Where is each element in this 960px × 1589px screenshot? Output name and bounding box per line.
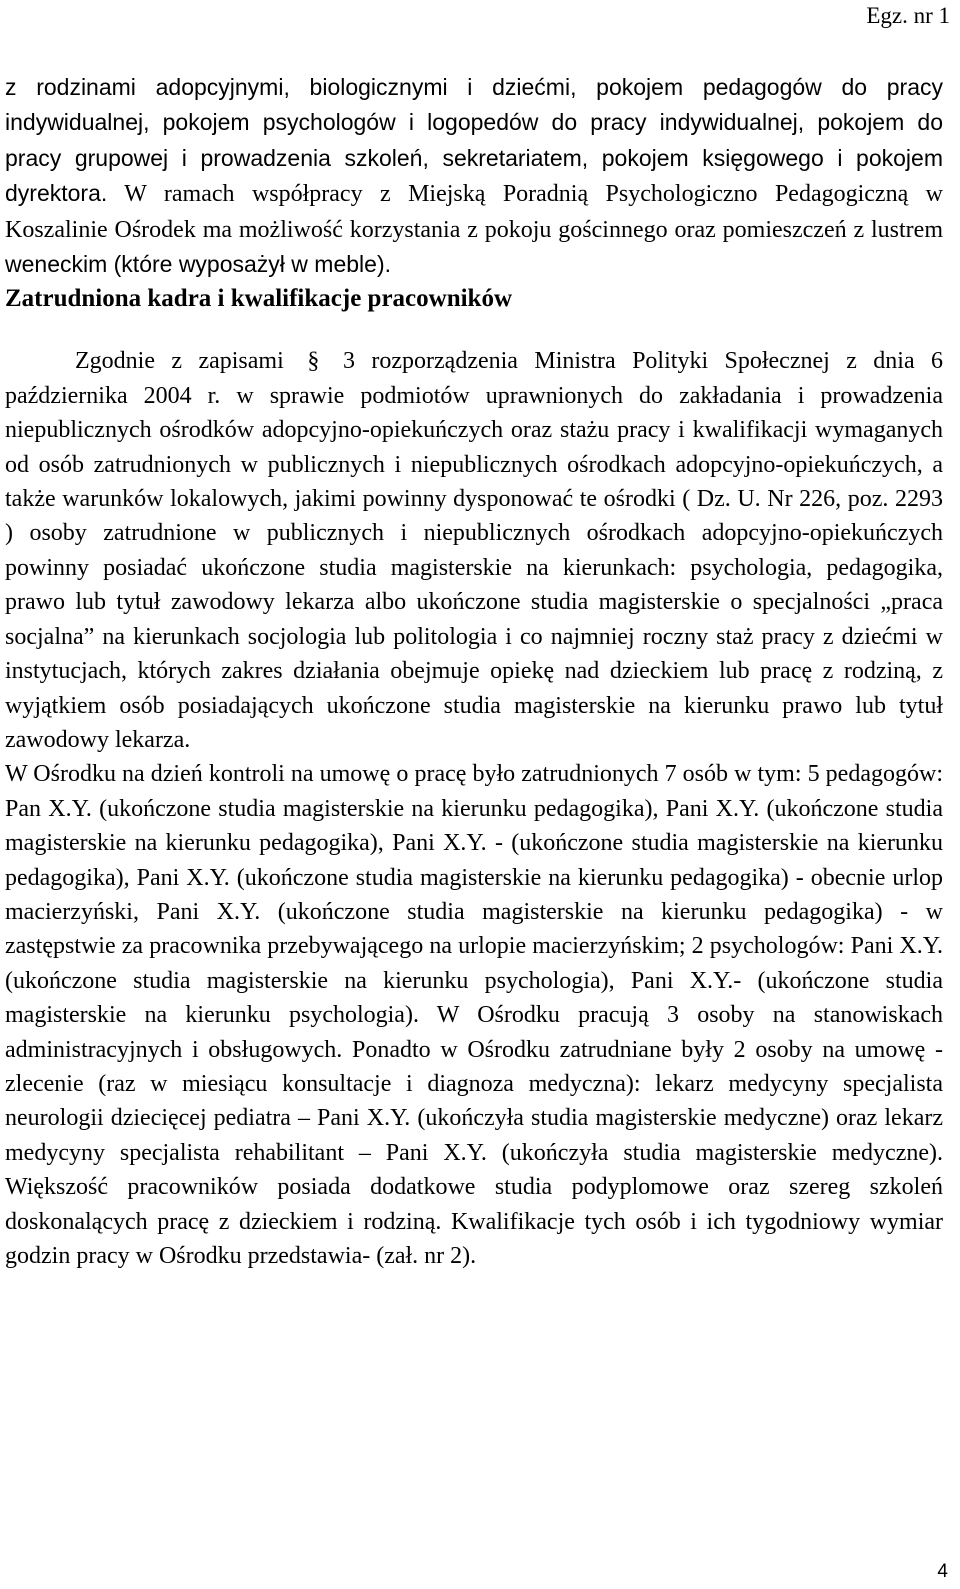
copy-number-label: Egz. nr 1	[866, 3, 950, 28]
regulation-intro: Zgodnie z zapisami	[75, 348, 284, 375]
paragraph-staff: W Ośrodku na dzień kontroli na umowę o pracę było zatrudnionych 7 osób w tym: 5 pedagogów: Pan X.Y. (ukończone studia magisterskie na kierunku pedagogika), Pani X.Y. (ukończone studia magisterskie na kierunku pedagogika), Pani X.Y. - (ukończone studia magisterskie na kierunku pedagogika), Pani X.Y. (ukończone studia magisterskie na kierunku pedagogika) - obecnie urlop macierzyński, Pani X.Y. (ukończone studia magisterskie na kierunku pedagogika) - w zastępstwie za pracownika przebywającego na urlopie macierzyńskim; 2 psychologów: Pani X.Y. (ukończone studia magisterskie na kierunku psychologia), Pani X.Y.- (ukończone studia magisterskie na kierunku psychologia). W Ośrodku pracują 3 osoby na stanowiskach administracyjnych i obsługowych. Ponadto w Ośrodku zatrudniane były 2 osoby na umowę - zlecenie (raz w miesiącu konsultacje i diagnoza medyczna): lekarz medycyny specjalista neurologii dziecięcej pediatra – Pani X.Y. (ukończyła studia magisterskie medyczne) oraz lekarz medycyny specjalista rehabilitant – Pani X.Y. (ukończyła studia magisterskie medyczne). Większość pracowników posiada dodatkowe studia podyplomowe oraz szereg szkoleń doskonalących pracę z dzieckiem i rodziną. Kwalifikacje tych osób i ich tygodniowy wymiar godzin pracy w Ośrodku przedstawia- (zał. nr 2).	[5, 761, 943, 1269]
paragraph-premises	[5, 70, 943, 282]
section-heading: Zatrudniona kadra i kwalifikacje pracowników	[5, 285, 513, 313]
paragraph-premises-part-1: z rodzinami adopcyjnymi, biologicznymi i dziećmi, pokojem pedagogów do pracy indywidualnej, pokojem psychologów i logopedów do pracy indywidualnej, pokojem do pracy grupowej i prowadzenia szkoleń, sekretariatem, pokojem księgowego i pokojem dyrektora.	[5, 74, 943, 207]
regulation-reference: 3 rozporządzenia Ministra Polityki Społecznej z dnia 6 października 2004 r.	[5, 348, 944, 409]
document-body	[5, 70, 943, 1273]
paragraph-regulation	[5, 344, 943, 757]
section-sign-icon: §	[307, 348, 320, 375]
regulation-requirements: w sprawie podmiotów uprawnionych do zakładania i prowadzenia niepublicznych ośrodków adopcyjno-opiekuńczych oraz stażu pracy i kwalifikacji wymaganych od osób zatrudnionych w publicznych i niepublicznych ośrodkach adopcyjno-opiekuńczych, a także warunków lokalowych, jakimi powinny dysponować te ośrodki ( Dz. U. Nr 226, poz. 2293 ) osoby zatrudnione w publicznych i niepublicznych ośrodkach adopcyjno-opiekuńczych powinny posiadać ukończone studia magisterskie na kierunkach: psychologia, pedagogika, prawo lub tytuł zawodowy lekarza albo ukończone studia magisterskie o specjalności „praca socjalna” na kierunkach socjologia lub politologia i co najmniej roczny staż pracy z dziećmi w instytucjach, których zakres działania obejmuje opiekę nad dzieckiem lub pracę z rodziną, z wyjątkiem osób posiadających ukończone studia magisterskie na kierunku prawo lub tytuł zawodowy lekarza.	[5, 382, 943, 753]
paragraph-premises-part-3: weneckim (które wyposażył w meble).	[5, 251, 392, 278]
paragraph-premises-part-2: W ramach współpracy z Miejską Poradnią Psychologiczno Pedagogiczną w Koszalinie Ośrodek ma możliwość korzystania z pokoju gościnnego oraz pomieszczeń z lustrem	[5, 181, 943, 243]
page-number: 4	[937, 1561, 948, 1582]
